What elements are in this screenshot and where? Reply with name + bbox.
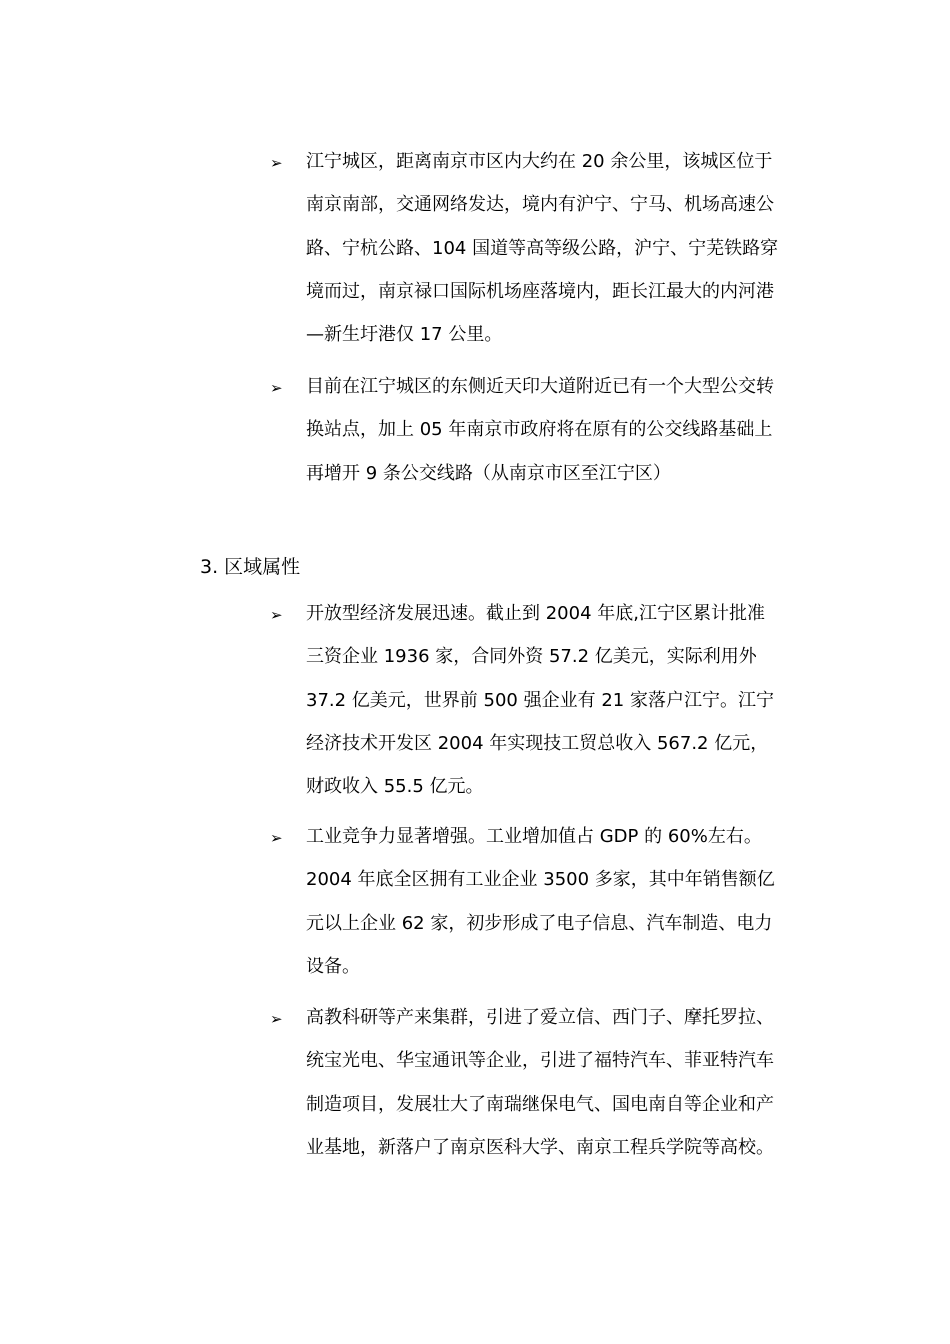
bullet-text: 开放型经济发展迅速。截止到 2004 年底,江宁区累计批准 三资企业 1936 家，合同外资 57.2 亿美元，实际利用外 37.2 亿美元，世界前 500 强企业有 21 家落户江宁。江宁 经济技术开发区 2004 年实现技工贸总收入 567.2 亿元， 财政收入 55.5 亿元。 [306,603,774,798]
bullet-text: 江宁城区，距离南京市区内大约在 20 余公里，该城区位于 南京南部，交通网络发达，境内有沪宁、宁马、机场高速公 路、宁杭公路、104 国道等高等级公路，沪宁、宁芜铁路穿 境而过，南京禄口国际机场座落境内，距长江最大的内河港 —新生圩港仅 17 公里。 [306,151,779,346]
arrow-bullet-icon: ➢ [270,1010,283,1028]
arrow-bullet-icon: ➢ [270,379,283,397]
bullet-text: 工业竞争力显著增强。工业增加值占 GDP 的 60%左右。 2004 年底全区拥有工业企业 3500 多家，其中年销售额亿 元以上企业 62 家，初步形成了电子信息、汽车制造、电力 设备。 [306,826,775,977]
arrow-bullet-icon: ➢ [270,606,283,624]
arrow-bullet-icon: ➢ [270,154,283,172]
section-heading: 3. 区域属性 [200,556,301,578]
bullet-text: 目前在江宁城区的东侧近天印大道附近已有一个大型公交转 换站点，加上 05 年南京市政府将在原有的公交线路基础上 再增开 9 条公交线路（从南京市区至江宁区） [306,376,774,484]
bullet-text: 高教科研等产来集群，引进了爱立信、西门子、摩托罗拉、 统宝光电、华宝通讯等企业，引进了福特汽车、菲亚特汽车 制造项目，发展壮大了南瑞继保电气、国电南自等企业和产 业基地，新落户了南京医科大学、南京工程兵学院等高校。 [306,1007,774,1158]
arrow-bullet-icon: ➢ [270,829,283,847]
